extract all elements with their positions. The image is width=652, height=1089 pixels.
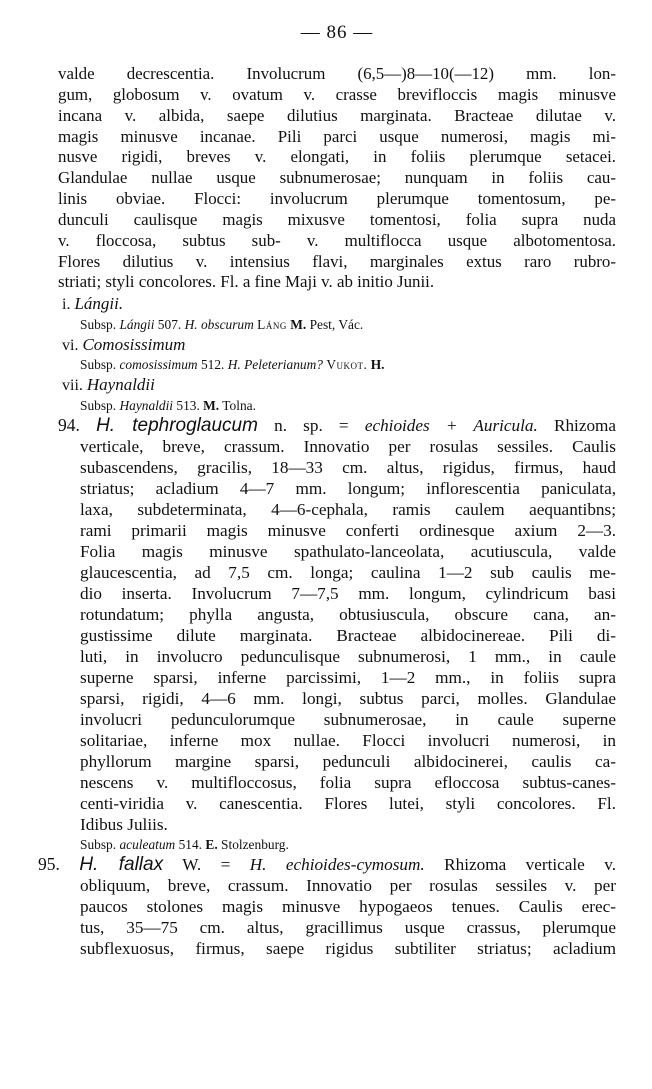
synonym: H. echioides-cymosum. [249,854,425,874]
text-line: Flores dilutius v. intensius flavi, marginales extus raro rubro- [58,251,616,271]
text-line: rami primarii magis minusve conferti ordinesque axium 2—3. [80,520,616,540]
text-line: glaucescentia, ad 7,5 cm. longa; caulina 1—2 sub caulis me- [80,562,616,582]
subspecies-line: Subsp. aculeatum 514. E. Stolzenburg. [80,836,289,852]
text-line: linis obviae. Flocci: involucrum plerumque tomentosum, pe- [58,189,616,209]
text-line: sparsi, rigidi, 4—6 mm. longi, subtus parci, molles. Glandulae [80,688,616,708]
entry-heading: 94. H. tephroglaucum n. sp. = echioides + Auricula. Rhizoma [58,414,617,436]
entry-95 [38,854,616,959]
text-line: luti, in involucro pedunculisque subnumerosi, 1 mm., in caule [80,646,616,666]
text-line: nusve rigidi, breves v. elongati, in foliis plerumque setacei. [58,147,616,167]
text-line: involucri pedunculorumque subnumerosae, in caule superne [80,709,616,729]
description-continued [58,64,616,293]
group-langii [58,294,616,334]
group-label: vi. Comosissimum [62,334,186,354]
text-line: incana v. albida, saepe dilutius marginata. Bracteae dilutae v. [58,105,616,125]
entry-number: 94. [58,414,80,435]
text-line: phyllorum margine sparsi, pedunculi albidocinerei, caulis ca- [80,751,616,771]
text-line: dio inserta. Involucrum 7—7,5 mm. longum, cylindricum basi [80,583,616,603]
entry-94 [58,415,616,854]
text-line: gustissime dilute marginata. Bracteae albidocinereae. Pili di- [80,625,616,645]
text-line: Folia magis minusve spathulato-lanceolata, acutiuscula, valde [80,541,616,561]
text-line: striatus; acladium 4—7 mm. longum; inflorescentia paniculata, [80,478,616,498]
text-line: solitariae, inferne mox nullae. Flocci involucri numerosi, in [80,730,616,750]
text-line: valde decrescentia. Involucrum (6,5—)8—10(—12) mm. lon- [58,64,616,83]
species-name: H. fallax [79,853,164,875]
text-line: centi-viridia v. canescentia. Flores lutei, styli concolores. Fl. [80,793,616,813]
text-line: subflexuosus, firmus, saepe rigidus subtiliter striatus; acladium [80,938,616,958]
text-line: magis minusve incanae. Pili parci usque numerosi, magis mi- [58,126,616,146]
text-line: paucos stolones magis minusve hypogaeos tenues. Caulis erec- [80,896,616,916]
text-line: Glandulae nullae usque subnumerosae; nunquam in foliis cau- [58,168,616,188]
subspecies-line: Subsp. Lángii 507. H. obscurum Láng M. Pest, Vác. [80,316,364,332]
entry-number: 95. [38,853,60,874]
text-line: striati; styli concolores. Fl. a fine Maji v. ab initio Junii. [58,272,435,292]
species-name: H. tephroglaucum [96,414,258,436]
text-line: subascendens, gracilis, 18—33 cm. altus, rigidus, firmus, haud [80,457,616,477]
group-comosissimum [58,335,616,375]
subspecies-line: Subsp. Haynaldii 513. M. Tolna. [80,397,256,413]
text-line: verticale, breve, crassum. Innovatio per rosulas sessiles. Caulis [80,436,616,456]
text-line: gum, globosum v. ovatum v. crasse brevifloccis magis minusve [58,84,616,104]
entry-heading: 95. H. fallax W. = H. echioides-cymosum. Rhizoma verticale v. [38,853,616,875]
synonym: echioides + Auricula. [364,415,538,435]
text-line: rotundatum; phylla angusta, obtusiuscula, obscure cana, an- [80,604,616,624]
text-line: Idibus Juliis. [80,814,168,834]
page-number: — 86 — [300,22,374,43]
group-label: i. Lángii. [62,294,124,314]
text-line: laxa, subdeterminata, 4—6-cephala, ramis caulem aequantibns; [80,499,616,519]
text-line: dunculi caulisque magis mixusve tomentosi, folia supra nuda [58,209,616,229]
text-line: v. floccosa, subtus sub- v. multiflocca usque albotomentosa. [58,230,616,250]
subspecies-line: Subsp. comosissimum 512. H. Peleterianum? Vukot. H. [80,357,385,373]
text-line: obliquum, breve, crassum. Innovatio per rosulas sessiles v. per [80,875,616,895]
text-line: nescens v. multifloccosus, folia supra efloccosa subtus-canes- [80,772,616,792]
group-haynaldii [58,375,616,415]
group-label: vii. Haynaldii [62,375,155,395]
text-line: superne sparsi, inferne parcissimi, 1—2 mm., in foliis supra [80,667,616,687]
text-line: tus, 35—75 cm. altus, gracillimus usque crassus, plerumque [80,917,616,937]
